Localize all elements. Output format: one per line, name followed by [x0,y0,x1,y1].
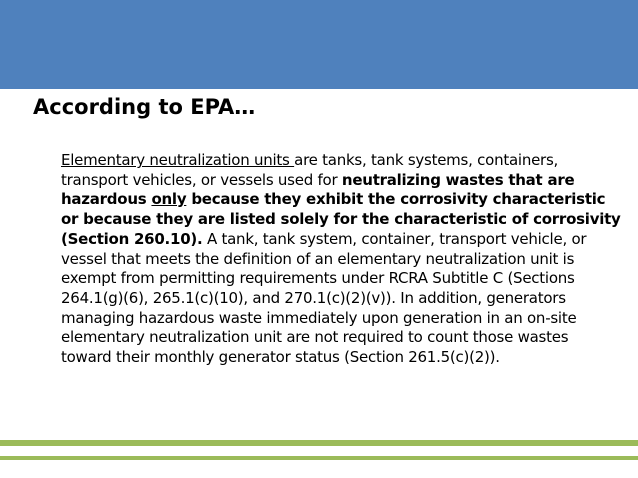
paragraph-run-5-bold: because they exhibit the corrosivity characteristic or because they are listed solely for the characteristic of corrosivity (Section 260.10). [61,190,621,248]
slide-title: According to EPA… [33,95,256,119]
paragraph-run-2: are tanks, tank systems, containers, transport vehicles, or vessels used for [61,151,559,189]
paragraph-run-3-bold: neutralizing wastes that are hazardous [61,170,575,209]
emphasis-only: only [151,190,187,209]
definition-paragraph [61,151,621,368]
footer-stripe-top [0,440,638,446]
paragraph-run-6: A tank, tank system, container, transport vehicle, or vessel that meets the definition of an elementary neutralization unit is exempt from permitting requirements under RCRA Subtitle C (Sections 264.1(g)(6), 265.1(c)(10), and 270.1(c)(2)(v)). In addition, generators managing hazardous waste immediately upon generation in an on-site elementary neutralization unit are not required to count those wastes toward their monthly generator status (Section 261.5(c)(2)). [61,229,587,367]
term-elementary-neutralization-units: Elementary neutralization units [61,151,295,169]
header-band [0,0,638,89]
footer-stripe-bottom [0,456,638,460]
